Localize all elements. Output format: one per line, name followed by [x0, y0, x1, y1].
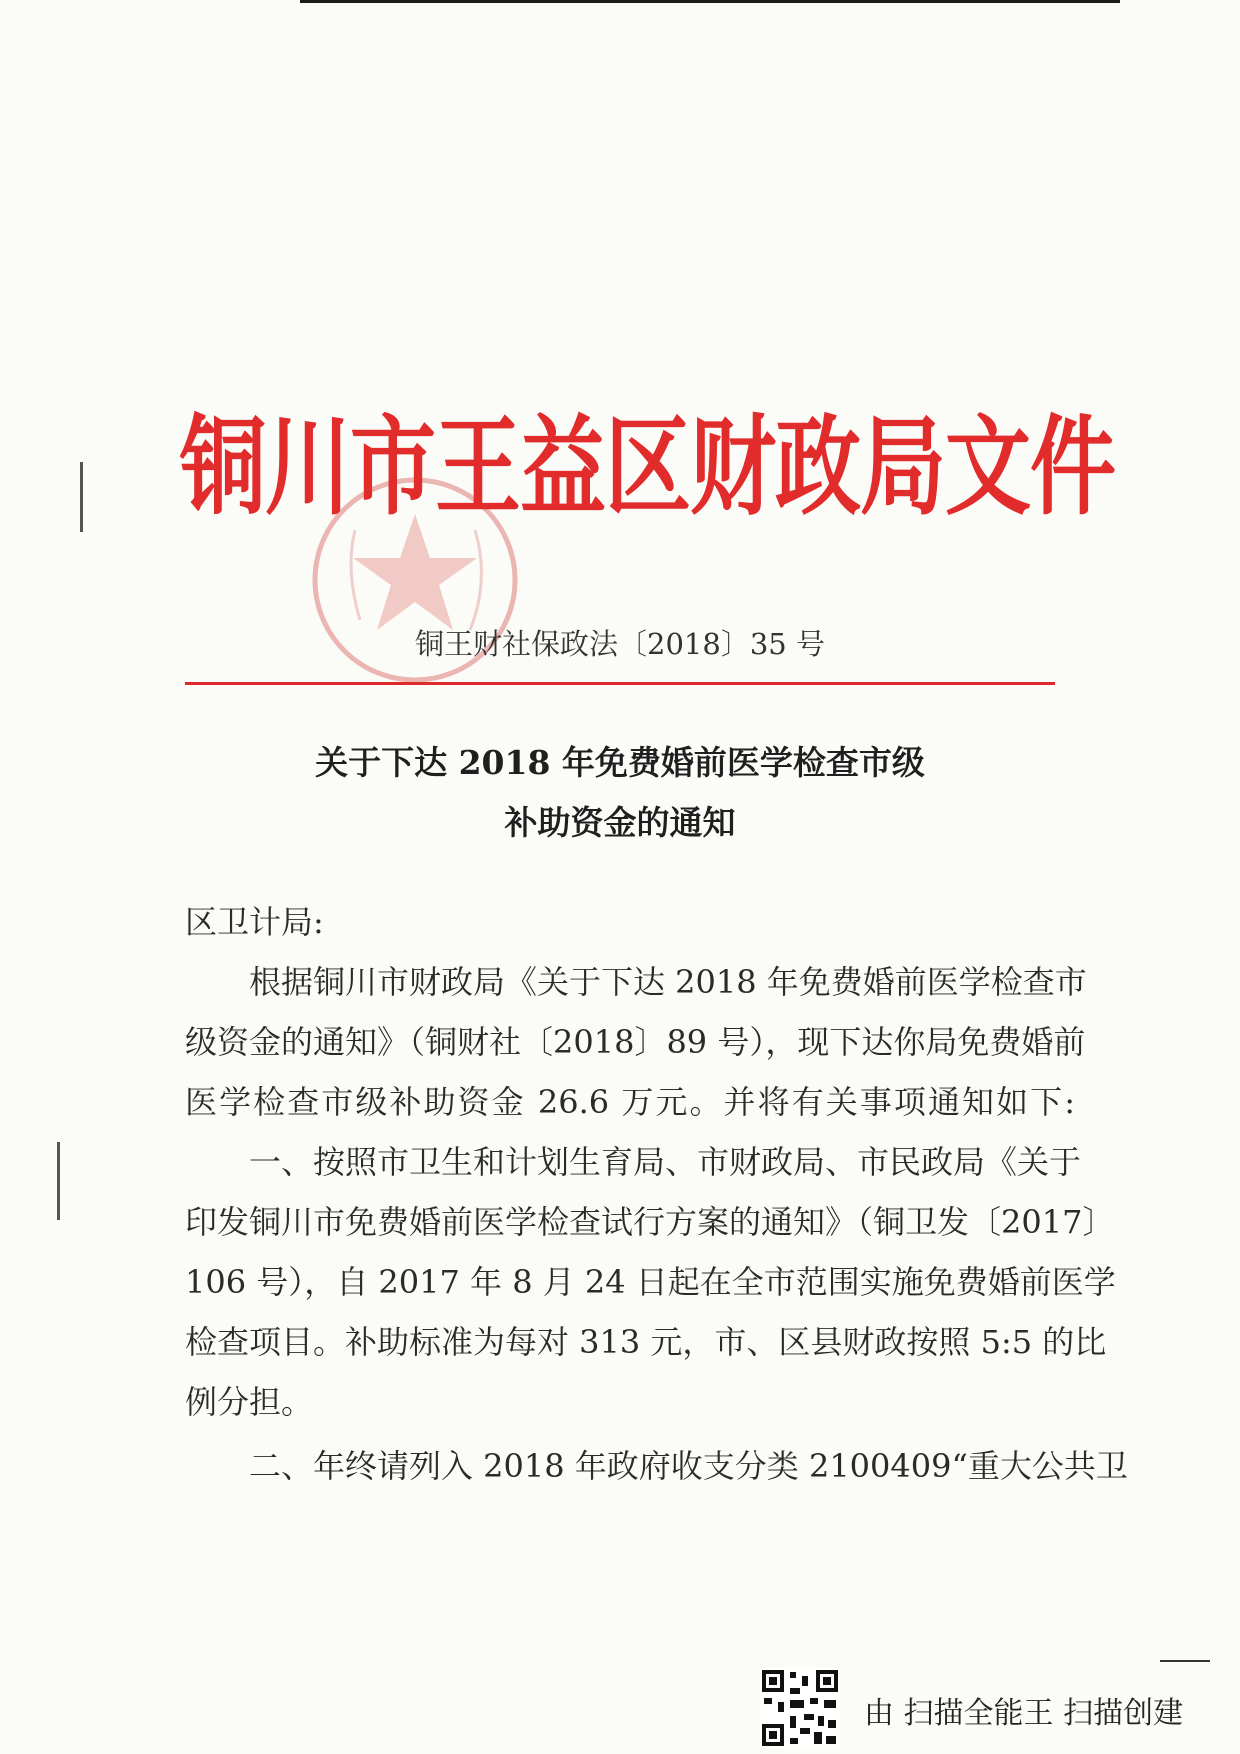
body-line: 医学检查市级补助资金 26.6 万元。并将有关事项通知如下: [185, 1083, 1075, 1121]
body-line: 级资金的通知》（铜财社〔2018〕89 号），现下达你局免费婚前 [185, 1023, 1086, 1061]
notice-title-line: 关于下达 2018 年免费婚前医学检查市级 [315, 743, 925, 782]
document-number: 铜王财社保政法〔2018〕35 号 [415, 627, 825, 661]
scan-top-edge [300, 0, 1120, 3]
salutation: 区卫计局: [185, 903, 324, 941]
notice-title-line: 补助资金的通知 [504, 803, 736, 842]
body-line: 一、按照市卫生和计划生育局、市财政局、市民政局《关于 [249, 1143, 1082, 1181]
document-header-title: 铜川市王益区财政局文件 [180, 405, 1115, 530]
scan-mark [1160, 1660, 1210, 1662]
qr-code-icon [760, 1668, 840, 1748]
body-line: 检查项目。补助标准为每对 313 元，市、区县财政按照 5:5 的比 [185, 1323, 1107, 1361]
body-line: 二、年终请列入 2018 年政府收支分类 2100409“重大公共卫 [249, 1447, 1128, 1485]
body-line: 印发铜川市免费婚前医学检查试行方案的通知》（铜卫发〔2017〕 [185, 1203, 1115, 1241]
body-line: 106 号），自 2017 年 8 月 24 日起在全市范围实施免费婚前医学 [185, 1263, 1116, 1301]
body-line: 根据铜川市财政局《关于下达 2018 年免费婚前医学检查市 [249, 963, 1087, 1001]
binding-mark [57, 1142, 60, 1220]
body-line: 例分担。 [185, 1383, 314, 1421]
scanner-credit: 由 扫描全能王 扫描创建 [864, 1696, 1184, 1731]
binding-mark [80, 462, 83, 532]
header-divider [185, 682, 1055, 685]
notice-title [180, 733, 1060, 853]
